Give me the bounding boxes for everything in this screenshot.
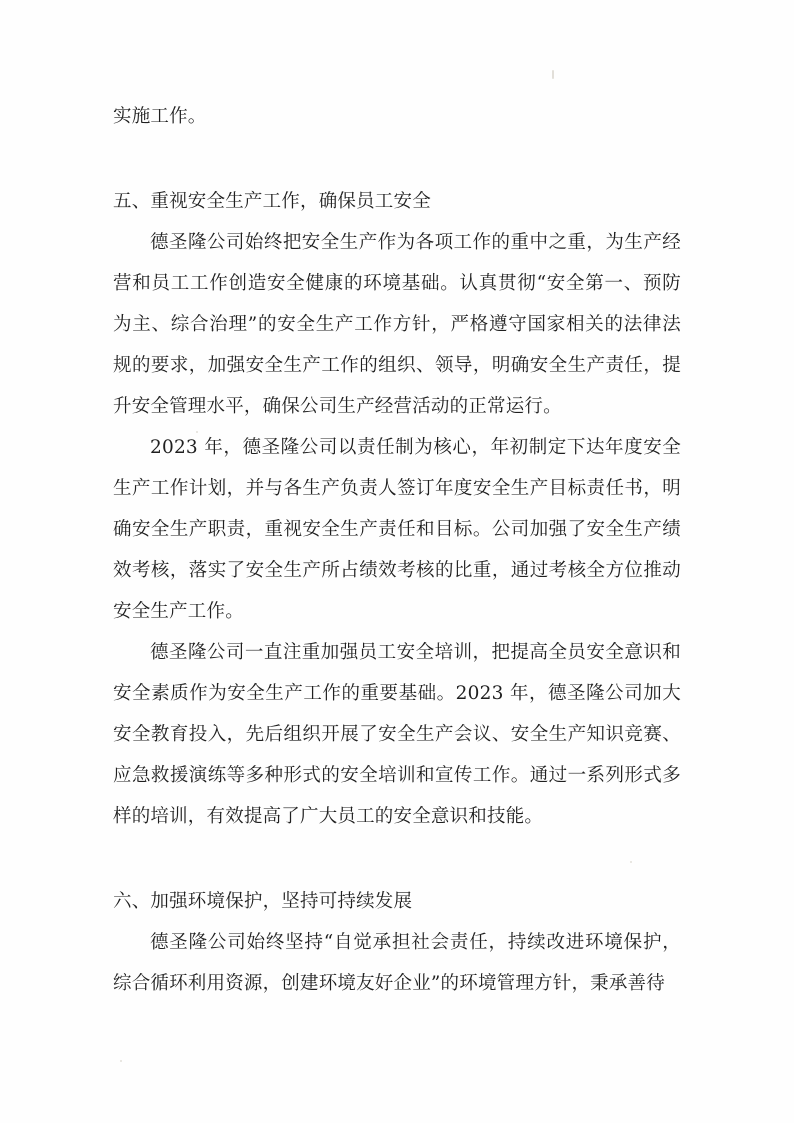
scan-speck (552, 70, 554, 79)
spacer (113, 137, 681, 181)
section-heading-five: 五、重视安全生产工作，确保员工安全 (113, 191, 431, 212)
document-body (113, 96, 681, 1004)
spacer (113, 837, 681, 881)
section-five-paragraph-3: 德圣隆公司一直注重加强员工安全培训，把提高全员安全意识和安全素质作为安全生产工作的重要基础。2023 年，德圣隆公司加大安全教育投入，先后组织开展了安全生产会议、安全生产知识竞赛、应急救援演练等多种形式的安全培训和宣传工作。通过一系列形式多样的培训，有效提高了广大员工的安全意识和技能。 (113, 642, 681, 827)
section-five-paragraph-2: 2023 年，德圣隆公司以责任制为核心，年初制定下达年度安全生产工作计划，并与各生产负责人签订年度安全生产目标责任书，明确安全生产职责，重视安全生产责任和目标。公司加强了安全生产绩效考核，落实了安全生产所占绩效考核的比重，通过考核全方位推动安全生产工作。 (113, 437, 681, 622)
scan-speck (120, 1060, 122, 1062)
section-heading-six: 六、加强环境保护，坚持可持续发展 (113, 891, 413, 912)
section-five-paragraph-1: 德圣隆公司始终把安全生产作为各项工作的重中之重，为生产经营和员工工作创造安全健康的环境基础。认真贯彻“安全第一、预防为主、综合治理”的安全生产工作方针，严格遵守国家相关的法律法规的要求，加强安全生产工作的组织、领导，明确安全生产责任，提升安全管理水平，确保公司生产经营活动的正常运行。 (113, 232, 681, 417)
continuation-line: 实施工作。 (113, 106, 207, 127)
section-six-paragraph-1: 德圣隆公司始终坚持“自觉承担社会责任，持续改进环境保护，综合循环利用资源，创建环境友好企业”的环境管理方针，秉承善待 (113, 932, 681, 994)
